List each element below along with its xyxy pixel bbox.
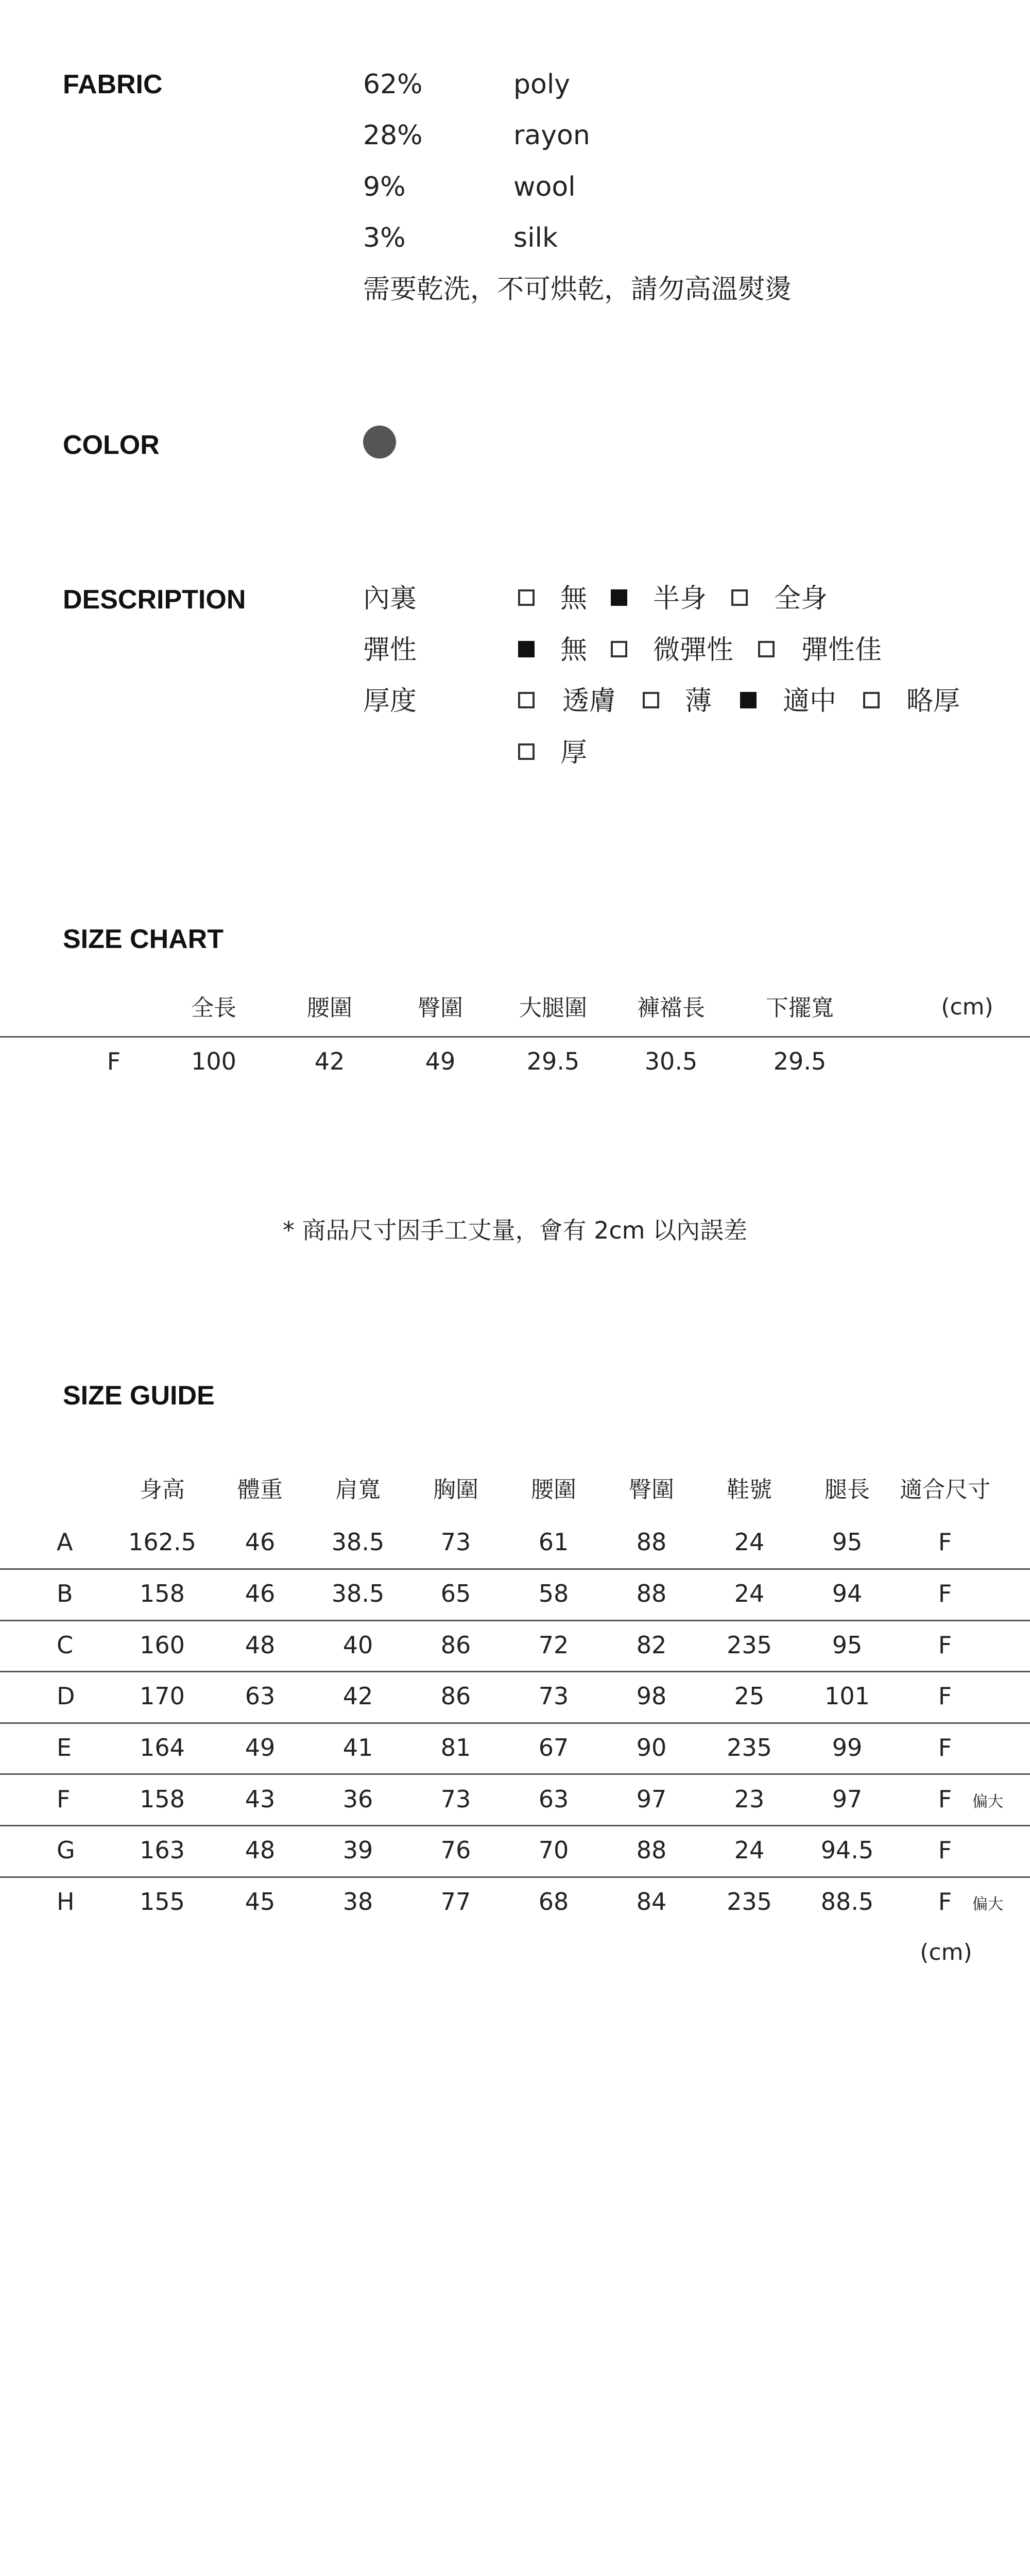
size-guide-value: 160 (140, 1631, 185, 1659)
size-guide-value: 24 (734, 1580, 765, 1607)
size-guide-value: 23 (734, 1785, 765, 1813)
size-guide-row-divider (0, 1620, 1030, 1621)
size-guide-value: 40 (342, 1631, 373, 1659)
size-chart-value: 29.5 (526, 1047, 580, 1075)
size-guide-row-divider (0, 1876, 1030, 1878)
lining-none-label: 無 (560, 583, 588, 614)
size-chart-note: * 商品尺寸因手工丈量，會有 2cm 以內誤差 (282, 1216, 748, 1244)
thickness-sheer-label: 透膚 (562, 686, 616, 717)
elasticity-good-checkbox (758, 641, 775, 657)
color-heading: COLOR (63, 430, 160, 460)
size-guide-value: 235 (727, 1734, 772, 1761)
size-guide-value: 88 (636, 1580, 667, 1607)
size-guide-col-header: 適合尺寸 (900, 1477, 990, 1503)
size-guide-col-header: 臀圍 (629, 1477, 674, 1503)
size-chart-col-header: 臀圍 (418, 995, 463, 1021)
size-guide-remark: 偏大 (972, 1895, 1003, 1913)
size-guide-value: 77 (440, 1888, 471, 1916)
size-guide-value: 94.5 (820, 1836, 874, 1864)
size-guide-col-header: 腿長 (825, 1477, 870, 1503)
fabric-percent: 28% (363, 120, 423, 151)
size-guide-value: 235 (727, 1631, 772, 1659)
size-guide-value: 68 (538, 1888, 569, 1916)
size-chart-value: 29.5 (773, 1047, 827, 1075)
fabric-heading: FABRIC (63, 70, 163, 99)
size-guide-model-label: F (57, 1785, 71, 1813)
size-guide-value: 65 (440, 1580, 471, 1607)
thickness-medium-checkbox (740, 692, 757, 708)
size-guide-value: 97 (636, 1785, 667, 1813)
size-guide-value: 235 (727, 1888, 772, 1916)
size-guide-value: 73 (440, 1528, 471, 1556)
size-chart-col-header: 下擺寬 (766, 995, 834, 1021)
size-guide-value: 48 (245, 1836, 276, 1864)
size-guide-value: F (938, 1785, 952, 1813)
lining-full-label: 全身 (774, 583, 828, 614)
size-guide-model-label: E (57, 1734, 72, 1761)
size-guide-row-divider (0, 1773, 1030, 1775)
description-heading: DESCRIPTION (63, 585, 246, 615)
elasticity-good-label: 彈性佳 (801, 635, 882, 666)
lining-half-label: 半身 (653, 583, 707, 614)
lining-half-checkbox (611, 589, 627, 606)
fabric-care-note: 需要乾洗，不可烘乾，請勿高溫熨燙 (363, 274, 792, 305)
size-guide-value: 24 (734, 1528, 765, 1556)
elasticity-label: 彈性 (363, 635, 417, 666)
size-guide-remark: 偏大 (972, 1793, 1003, 1811)
size-chart-divider (0, 1036, 1030, 1038)
size-guide-value: 24 (734, 1836, 765, 1864)
size-guide-value: F (938, 1682, 952, 1710)
size-guide-value: 42 (342, 1682, 373, 1710)
elasticity-slight-label: 微彈性 (653, 635, 734, 666)
size-guide-value: F (938, 1631, 952, 1659)
size-guide-value: 49 (245, 1734, 276, 1761)
thickness-sheer-checkbox (518, 692, 535, 708)
size-guide-value: 67 (538, 1734, 569, 1761)
size-guide-row-divider (0, 1722, 1030, 1724)
size-chart-col-header: 大腿圍 (519, 995, 587, 1021)
size-guide-row-divider (0, 1568, 1030, 1570)
size-guide-model-label: C (57, 1631, 74, 1659)
size-guide-value: 39 (342, 1836, 373, 1864)
size-guide-value: F (938, 1580, 952, 1607)
size-guide-value: 95 (832, 1631, 863, 1659)
size-guide-col-header: 身高 (140, 1477, 185, 1503)
lining-label: 內裏 (363, 583, 417, 614)
elasticity-none-label: 無 (560, 635, 588, 666)
size-guide-value: 38.5 (331, 1528, 385, 1556)
size-guide-value: 99 (832, 1734, 863, 1761)
size-guide-col-header: 腰圍 (531, 1477, 576, 1503)
size-guide-value: 73 (440, 1785, 471, 1813)
size-guide-value: 58 (538, 1580, 569, 1607)
size-guide-value: 162.5 (128, 1528, 196, 1556)
size-chart-value: 49 (425, 1047, 456, 1075)
size-guide-value: 36 (342, 1785, 373, 1813)
size-guide-value: 86 (440, 1682, 471, 1710)
size-guide-value: 38.5 (331, 1580, 385, 1607)
size-guide-value: 82 (636, 1631, 667, 1659)
thickness-thin-checkbox (643, 692, 659, 708)
fabric-percent: 9% (363, 172, 406, 202)
size-chart-size-label: F (107, 1047, 121, 1075)
size-guide-value: 158 (140, 1580, 185, 1607)
size-guide-value: 46 (245, 1528, 276, 1556)
size-guide-value: 48 (245, 1631, 276, 1659)
size-chart-heading: SIZE CHART (63, 924, 224, 954)
size-guide-row-divider (0, 1825, 1030, 1826)
size-guide-model-label: D (57, 1682, 75, 1710)
thickness-label: 厚度 (363, 686, 417, 717)
size-guide-value: 41 (342, 1734, 373, 1761)
size-guide-value: 158 (140, 1785, 185, 1813)
size-guide-model-label: G (57, 1836, 75, 1864)
size-chart-value: 42 (314, 1047, 345, 1075)
fabric-material: wool (513, 172, 576, 202)
fabric-percent: 62% (363, 69, 423, 100)
color-swatch[interactable] (363, 426, 396, 459)
size-guide-value: 88 (636, 1836, 667, 1864)
size-guide-model-label: B (57, 1580, 73, 1607)
size-guide-value: 101 (825, 1682, 870, 1710)
size-guide-value: 163 (140, 1836, 185, 1864)
size-guide-value: 70 (538, 1836, 569, 1864)
size-guide-value: F (938, 1888, 952, 1916)
size-guide-value: 86 (440, 1631, 471, 1659)
size-guide-value: 43 (245, 1785, 276, 1813)
size-guide-value: 38 (342, 1888, 373, 1916)
size-guide-value: 25 (734, 1682, 765, 1710)
size-guide-col-header: 體重 (237, 1477, 283, 1503)
size-guide-row-divider (0, 1671, 1030, 1672)
size-guide-value: 73 (538, 1682, 569, 1710)
size-guide-value: 164 (140, 1734, 185, 1761)
size-guide-model-label: H (57, 1888, 75, 1916)
size-guide-unit: (cm) (920, 1939, 972, 1965)
size-guide-value: 72 (538, 1631, 569, 1659)
size-guide-value: F (938, 1734, 952, 1761)
thickness-medium-label: 適中 (783, 686, 837, 717)
thickness-slightly-thick-label: 略厚 (906, 686, 960, 717)
size-guide-value: F (938, 1528, 952, 1556)
size-guide-value: 98 (636, 1682, 667, 1710)
size-guide-value: 46 (245, 1580, 276, 1607)
size-chart-unit: (cm) (941, 994, 993, 1020)
size-guide-value: 88.5 (820, 1888, 874, 1916)
size-guide-value: 90 (636, 1734, 667, 1761)
fabric-material: rayon (513, 120, 590, 151)
size-guide-heading: SIZE GUIDE (63, 1381, 215, 1411)
size-chart-col-header: 褲襠長 (637, 995, 705, 1021)
elasticity-none-checkbox (518, 641, 535, 657)
size-guide-value: 95 (832, 1528, 863, 1556)
lining-none-checkbox (518, 589, 535, 606)
size-guide-col-header: 胸圍 (433, 1477, 478, 1503)
thickness-thin-label: 薄 (685, 686, 712, 717)
size-chart-col-header: 全長 (191, 995, 236, 1021)
size-chart-value: 30.5 (644, 1047, 698, 1075)
thickness-thick-checkbox (518, 743, 535, 760)
size-guide-model-label: A (57, 1528, 73, 1556)
size-guide-value: 81 (440, 1734, 471, 1761)
size-guide-value: 84 (636, 1888, 667, 1916)
size-chart-value: 100 (191, 1047, 236, 1075)
size-guide-col-header: 鞋號 (727, 1477, 772, 1503)
fabric-material: poly (513, 69, 571, 100)
fabric-material: silk (513, 223, 558, 253)
size-guide-value: 94 (832, 1580, 863, 1607)
fabric-percent: 3% (363, 223, 406, 253)
elasticity-slight-checkbox (611, 641, 627, 657)
size-chart-col-header: 腰圍 (307, 995, 352, 1021)
size-guide-value: 155 (140, 1888, 185, 1916)
size-guide-value: 63 (245, 1682, 276, 1710)
size-guide-value: 88 (636, 1528, 667, 1556)
thickness-slightly-thick-checkbox (863, 692, 880, 708)
size-guide-value: 45 (245, 1888, 276, 1916)
size-guide-value: F (938, 1836, 952, 1864)
size-guide-value: 63 (538, 1785, 569, 1813)
size-guide-value: 97 (832, 1785, 863, 1813)
size-guide-value: 76 (440, 1836, 471, 1864)
lining-full-checkbox (731, 589, 748, 606)
size-guide-col-header: 肩寬 (335, 1477, 381, 1503)
thickness-thick-label: 厚 (560, 737, 588, 768)
size-guide-value: 61 (538, 1528, 569, 1556)
size-guide-value: 170 (140, 1682, 185, 1710)
